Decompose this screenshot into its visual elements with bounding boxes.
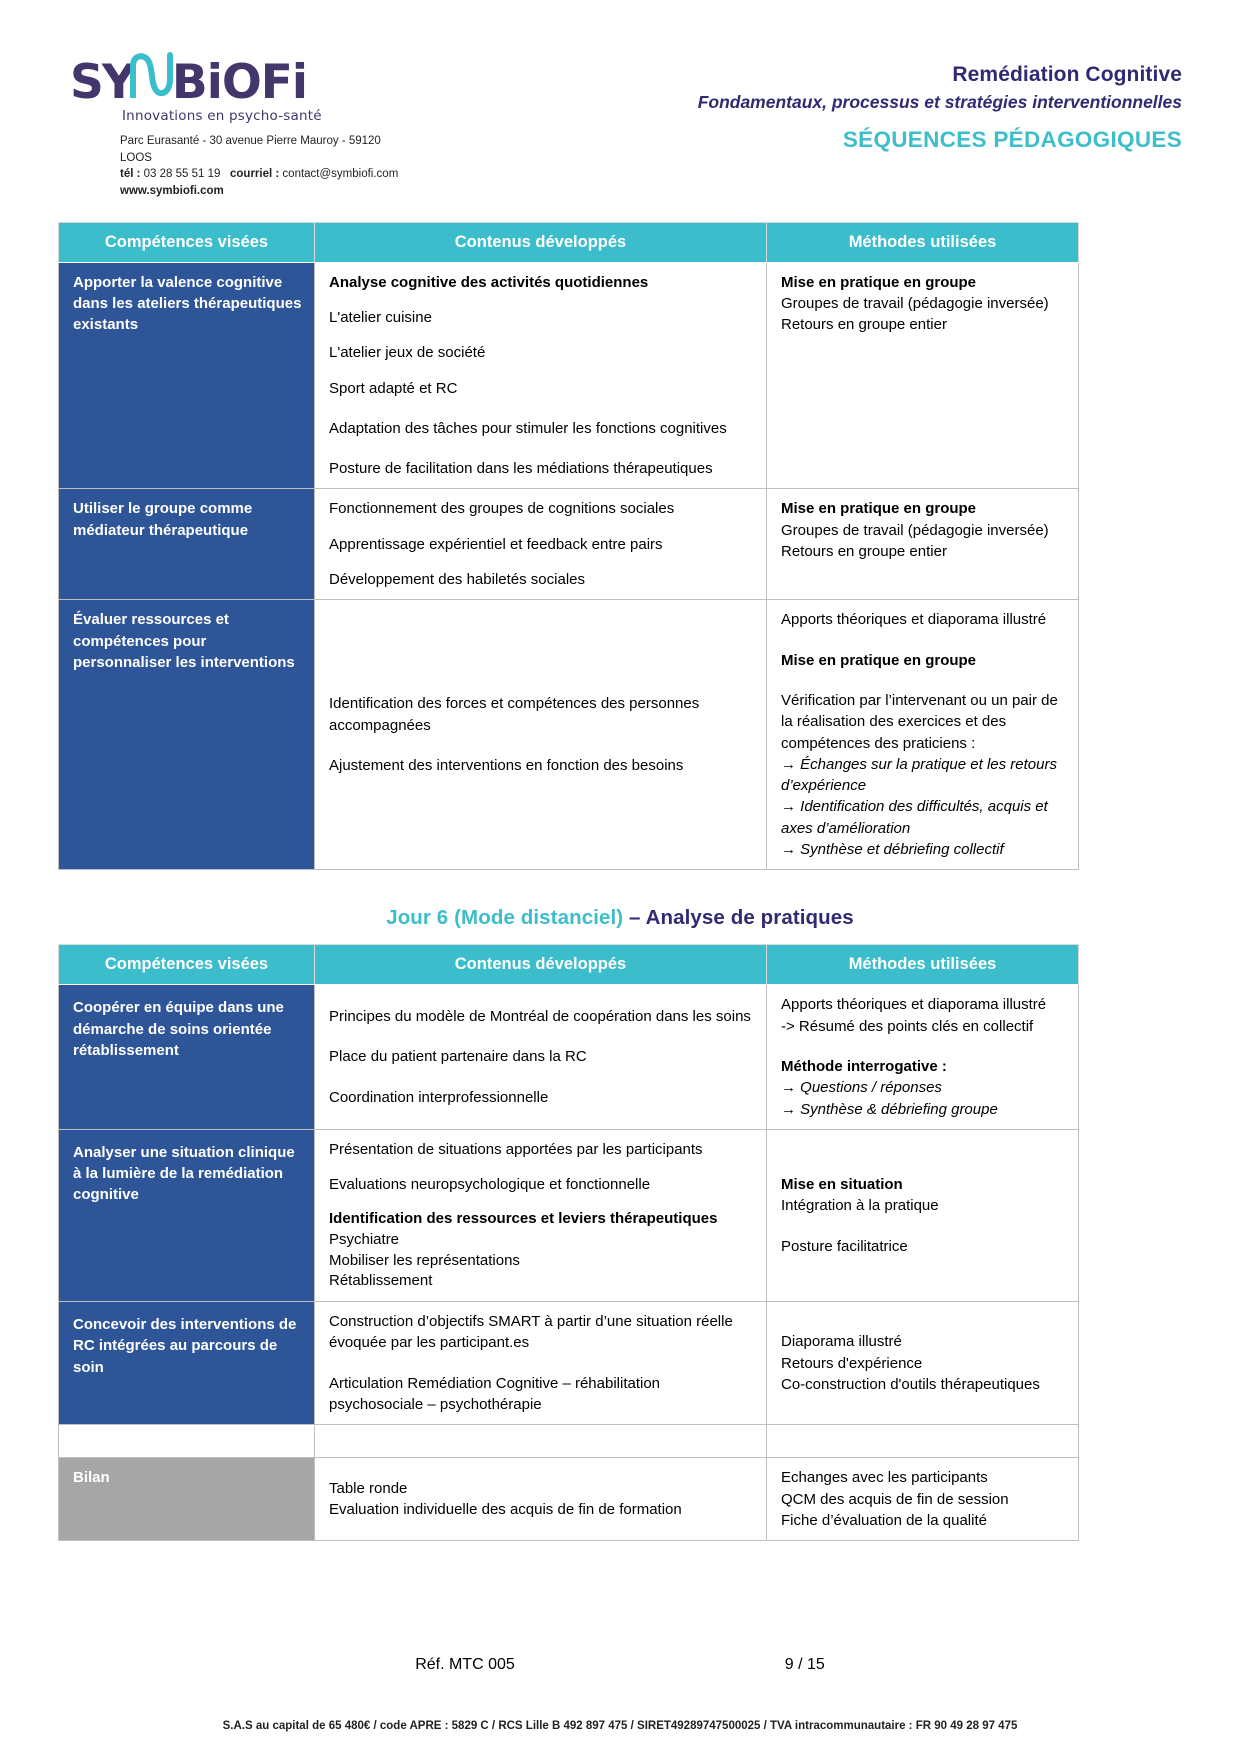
tel-label: tél : [120,168,141,181]
content-line: Place du patient partenaire dans la RC [329,1048,587,1066]
section-heading-topic: – Analyse de pratiques [629,906,854,930]
method-line: Apports théoriques et diaporama illustré [781,996,1047,1014]
method-line: Retours en groupe entier [781,543,947,561]
method-line: Retours d'expérience [781,1354,923,1372]
content-line: Présentation de situations apportées par les participants [329,1140,703,1158]
content-line: Adaptation des tâches pour stimuler les fonctions cognitives [329,419,727,437]
method-line: Echanges avec les participants [781,1469,988,1487]
sequences-table-2-wrapper [0,944,1240,1541]
email-label: courriel : [230,168,280,181]
competence-cell: Utiliser le groupe comme médiateur thérapeutique [59,489,315,600]
contenus-cell [315,1129,767,1301]
method-line: Posture facilitatrice [781,1237,908,1255]
sequences-table-1 [58,222,1079,871]
column-header-contenus: Contenus développés [315,222,767,262]
content-line: Psychiatre [329,1231,400,1249]
bilan-label-cell: Bilan [59,1458,315,1541]
company-logo [70,52,410,200]
table-row [59,985,1079,1129]
content-line: Coordination interprofessionnelle [329,1088,549,1106]
method-arrow-line: → Questions / réponses [781,1079,942,1097]
sequences-table-2 [58,944,1079,1541]
methodes-cell [767,489,1079,600]
table-row [59,1129,1079,1301]
method-arrow-line: → Échanges sur la pratique et les retours d’expérience [781,755,1057,795]
logo-tagline: Innovations en psycho-santé [122,108,322,124]
methodes-cell [767,985,1079,1129]
logo-wordmark [70,52,410,110]
sequences-table-1-wrapper [0,222,1240,871]
content-line: Apprentissage expérientiel et feedback entre pairs [329,535,663,553]
method-line: Mise en pratique en groupe [781,273,977,291]
competence-cell: Coopérer en équipe dans une démarche de soins orientée rétablissement [59,985,315,1129]
content-line: Evaluation individuelle des acquis de fin de formation [329,1501,682,1519]
competence-cell: Concevoir des interventions de RC intégrées au parcours de soin [59,1302,315,1425]
content-line: Fonctionnement des groupes de cognitions sociales [329,500,675,518]
competence-cell: Évaluer ressources et compétences pour personnaliser les interventions [59,600,315,870]
content-line: Evaluations neuropsychologique et fonctionnelle [329,1176,651,1194]
content-line: Analyse cognitive des activités quotidiennes [329,273,649,291]
table-header-row [59,945,1079,985]
method-line: Diaporama illustré [781,1333,902,1351]
table-row [59,489,1079,600]
page-header [0,0,1240,200]
competence-cell: Analyser une situation clinique à la lumière de la remédiation cognitive [59,1129,315,1301]
content-line: L'atelier jeux de société [329,344,486,362]
method-line: Fiche d’évaluation de la qualité [781,1511,987,1529]
content-line: Principes du modèle de Montréal de coopération dans les soins [329,1008,751,1026]
contact-line [120,166,410,183]
logo-text-sym: SY [70,55,134,110]
spacer-cell [767,1425,1079,1458]
table-row [59,1302,1079,1425]
contenus-cell [315,600,767,870]
method-line: Apports théoriques et diaporama illustré [781,611,1047,629]
document-subtitle: Fondamentaux, processus et stratégies interventionnelles [697,92,1182,113]
logo-wave-icon [130,52,174,98]
content-line: Articulation Remédiation Cognitive – réhabilitation psychosociale – psychothérapie [329,1374,661,1414]
competence-cell: Apporter la valence cognitive dans les ateliers thérapeutiques existants [59,262,315,489]
document-reference: Réf. MTC 005 [415,1656,515,1673]
method-line: Co-construction d'outils thérapeutiques [781,1375,1040,1393]
page-footer [0,1656,1240,1754]
spacer-cell [315,1425,767,1458]
content-line: Ajustement des interventions en fonction des besoins [329,756,684,774]
content-line: Table ronde [329,1479,408,1497]
column-header-methodes: Méthodes utilisées [767,945,1079,985]
content-line: L'atelier cuisine [329,308,432,326]
content-line: Identification des ressources et leviers thérapeutiques [329,1210,718,1228]
document-title-block [410,52,1182,153]
method-line: QCM des acquis de fin de session [781,1490,1009,1508]
content-line: Développement des habiletés sociales [329,571,585,589]
method-line: Retours en groupe entier [781,316,947,334]
method-line: Mise en pratique en groupe [781,651,977,669]
table-row-bilan [59,1458,1079,1541]
section-heading-jour6 [0,906,1240,930]
method-line: -> Résumé des points clés en collectif [781,1017,1034,1035]
table-row [59,600,1079,870]
column-header-contenus: Contenus développés [315,945,767,985]
contenus-cell [315,985,767,1129]
method-arrow-line: → Synthèse & débriefing groupe [781,1100,998,1118]
content-line: Rétablissement [329,1272,433,1290]
website-line [120,183,410,200]
email-value: contact@symbiofi.com [282,168,399,181]
method-line: Intégration à la pratique [781,1197,939,1215]
content-line: Sport adapté et RC [329,379,458,397]
document-title: Remédiation Cognitive [952,63,1182,86]
methodes-cell [767,600,1079,870]
method-line: Vérification par l’intervenant ou un pair de la réalisation des exercices et des compétences des praticiens : [781,691,1058,752]
section-heading-day: Jour 6 (Mode distanciel) [386,906,624,930]
method-arrow-line: → Synthèse et débriefing collectif [781,841,1004,859]
column-header-competences: Compétences visées [59,222,315,262]
method-arrow-line: → Identification des difficultés, acquis et axes d’amélioration [781,798,1048,837]
methodes-cell [767,1302,1079,1425]
methodes-cell [767,1458,1079,1541]
content-line: Construction d’objectifs SMART à partir d’une situation réelle évoquée par les participant.es [329,1313,733,1352]
spacer-cell [59,1425,315,1458]
page-number: 9 / 15 [784,1656,825,1673]
method-line: Mise en situation [781,1176,903,1194]
methodes-cell [767,1129,1079,1301]
method-line: Mise en pratique en groupe [781,500,977,518]
tel-value: 03 28 55 51 19 [143,168,221,181]
methodes-cell [767,262,1079,489]
table-spacer-row [59,1425,1079,1458]
address-line: Parc Eurasanté - 30 avenue Pierre Mauroy - 59120 LOOS [120,135,381,164]
contenus-cell [315,1458,767,1541]
table-row [59,262,1079,489]
content-line: Posture de facilitation dans les médiations thérapeutiques [329,460,713,478]
method-line: Groupes de travail (pédagogie inversée) [781,294,1049,312]
method-line: Groupes de travail (pédagogie inversée) [781,521,1049,539]
method-line: Méthode interrogative : [781,1057,947,1075]
website-value: www.symbiofi.com [120,185,224,198]
column-header-competences: Compétences visées [59,945,315,985]
contenus-cell [315,489,767,600]
document-section-title: SÉQUENCES PÉDAGOGIQUES [842,127,1182,153]
column-header-methodes: Méthodes utilisées [767,222,1079,262]
table-header-row [59,222,1079,262]
logo-text-biofi: BiOFi [171,55,307,110]
content-line: Identification des forces et compétences des personnes accompagnées [329,695,700,734]
contenus-cell [315,262,767,489]
company-address [120,133,410,200]
legal-notice: S.A.S au capital de 65 480€ / code APRE : 5829 C / RCS Lille B 492 897 475 / SIRET49289747500025 / TVA intracommunautaire : FR 90 49 28 97 475 [222,1720,1018,1732]
content-line: Mobiliser les représentations [329,1251,520,1269]
contenus-cell [315,1302,767,1425]
footer-info-row [0,1656,1240,1674]
